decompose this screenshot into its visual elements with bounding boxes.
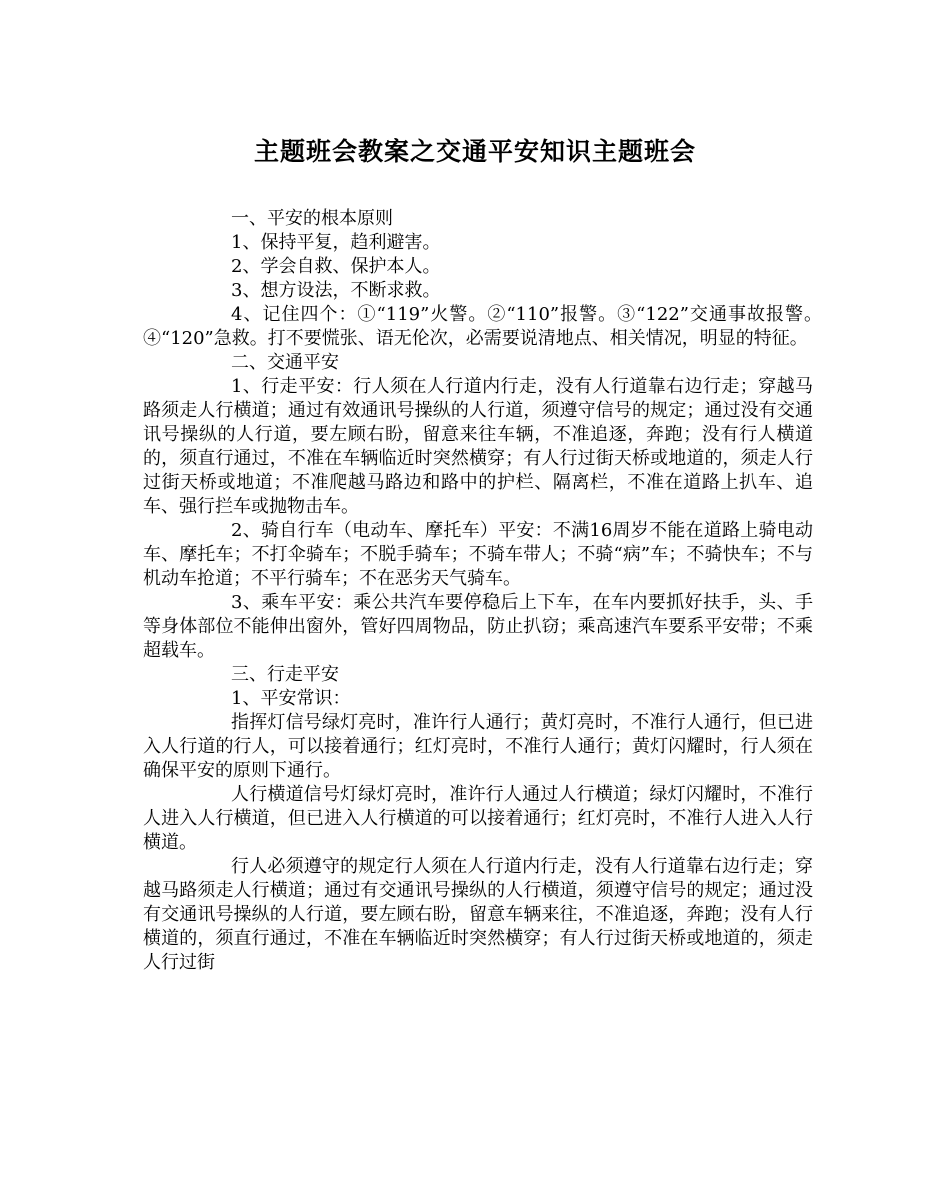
cycling-safety-paragraph: 2、骑自行车（电动车、摩托车）平安：不满16周岁不能在道路上骑电动车、摩托车；不打伞骑车；不脱手骑车；不骑车带人；不骑“病”车；不骑快车；不与机动车抢道；不平行骑车；不在恶劣天气骑车。 bbox=[143, 520, 813, 589]
principle-3: 3、想方设法，不断求救。 bbox=[231, 280, 441, 301]
heading-traffic-safety: 二、交通平安 bbox=[231, 352, 339, 373]
safety-knowledge-heading: 1、平安常识： bbox=[231, 688, 351, 709]
pedestrian-rules-paragraph: 行人必须遵守的规定行人须在人行道内行走，没有人行道靠右边行走；穿越马路须走人行横道；通过有交通讯号操纵的人行横道，须遵守信号的规定；通过没有交通讯号操纵的人行道，要左顾右盼，留意车辆来往，不准追逐，奔跑；没有人行横道的，须直行通过，不准在车辆临近时突然横穿；有人行过街天桥或地道的，须走人行过街 bbox=[143, 856, 813, 973]
crosswalk-signal-paragraph: 人行横道信号灯绿灯亮时，准许行人通过人行横道；绿灯闪耀时，不准行人进入人行横道，但已进入人行横道的可以接着通行；红灯亮时，不准行人进入人行横道。 bbox=[143, 784, 813, 853]
riding-safety-paragraph: 3、乘车平安：乘公共汽车要停稳后上下车，在车内要抓好扶手，头、手等身体部位不能伸出窗外，管好四周物品，防止扒窃；乘高速汽车要系平安带；不乘超载车。 bbox=[143, 592, 813, 661]
heading-safety-principles: 一、平安的根本原则 bbox=[231, 208, 393, 229]
heading-walking-safety: 三、行走平安 bbox=[231, 664, 339, 685]
principle-1: 1、保持平复，趋利避害。 bbox=[231, 232, 441, 253]
principle-4-emergency-numbers: 4、记住四个：①“119”火警。②“110”报警。③“122”交通事故报警。 ④“120”急救。打不要慌张、语无伦次，必需要说清地点、相关情况，明显的特征。 bbox=[143, 304, 885, 349]
signal-light-paragraph: 指挥灯信号绿灯亮时，准许行人通行；黄灯亮时，不准行人通行，但已进入人行道的行人，可以接着通行；红灯亮时，不准行人通行；黄灯闪耀时，行人须在确保平安的原则下通行。 bbox=[143, 712, 813, 781]
document-body bbox=[143, 207, 885, 975]
walking-safety-paragraph: 1、行走平安：行人须在人行道内行走，没有人行道靠右边行走；穿越马路须走人行横道；通过有效通讯号操纵的人行道，须遵守信号的规定；通过没有交通讯号操纵的人行道，要左顾右盼，留意来往车辆，不准追逐，奔跑；没有行人横道的，须直行通过，不准在车辆临近时突然横穿；有人行过街天桥或地道的，须走人行过街天桥或地道；不准爬越马路边和路中的护栏、隔离栏，不准在道路上扒车、追车、强行拦车或抛物击车。 bbox=[143, 376, 813, 517]
principle-2: 2、学会自救、保护本人。 bbox=[231, 256, 441, 277]
document-title: 主题班会教案之交通平安知识主题班会 bbox=[253, 137, 696, 166]
